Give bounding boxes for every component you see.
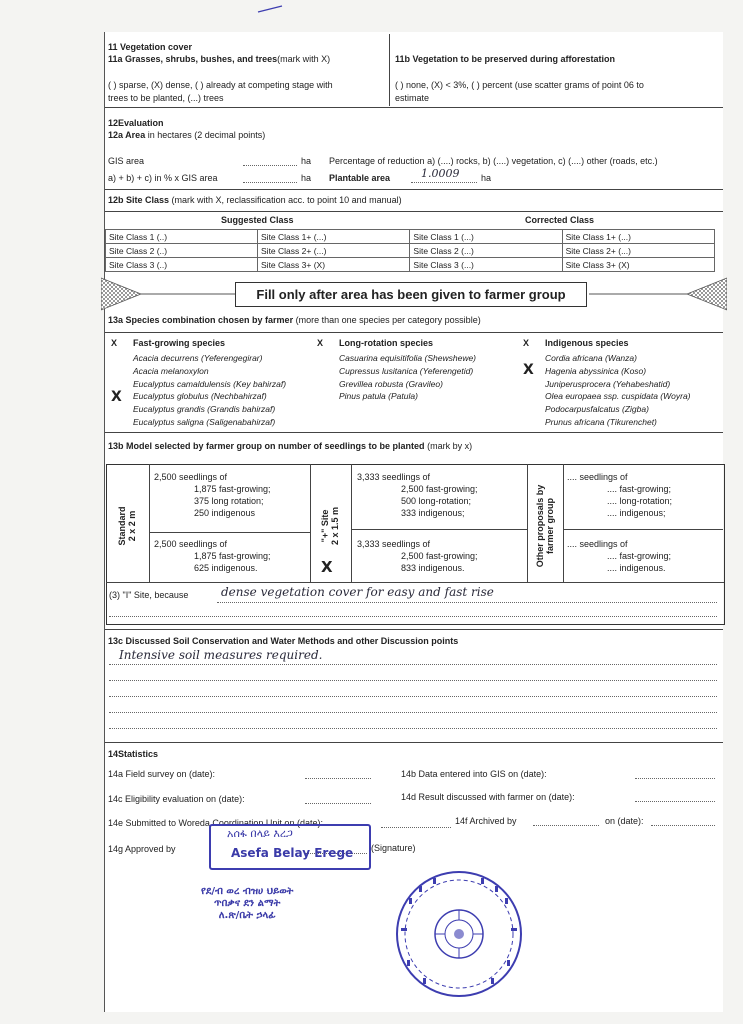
standard-bottom-option[interactable] — [154, 538, 271, 574]
model-col-line — [563, 464, 564, 582]
ha-unit-2: ha — [301, 173, 312, 183]
s14e-label: 14e Submitted to Woreda Coordination Unit on (date): — [108, 818, 323, 828]
indig-x-col: X — [523, 338, 530, 348]
site-table-top-rule — [105, 211, 723, 212]
site-cell[interactable]: Site Class 3+ (X) — [562, 258, 714, 272]
species-item[interactable]: Eucalyptus grandis (Grandis bahirzaf) — [133, 404, 276, 415]
plantable-value: 1.0009 — [421, 167, 460, 180]
notes-line[interactable] — [109, 696, 717, 697]
site-cell[interactable]: Site Class 3 (...) — [410, 258, 562, 272]
option-line: 500 long-rotation; — [401, 496, 472, 506]
s14b-label: 14b Data entered into GIS on (date): — [401, 769, 547, 779]
office-stamp — [201, 886, 293, 922]
option-line: 2,500 fast-growing; — [401, 484, 478, 494]
indig-species-list — [545, 352, 691, 429]
pen-mark-icon — [256, 4, 286, 14]
option-line: 1,875 fast-growing; — [194, 484, 271, 494]
model-col-line — [149, 464, 150, 582]
s14-title: 14Statistics — [108, 749, 159, 759]
species-item[interactable]: Grevillea robusta (Gravileo) — [339, 378, 443, 389]
approver-stamp — [209, 824, 371, 870]
species-item[interactable]: Olea europaea ssp. cuspidata (Woyra) — [545, 391, 691, 402]
s13c-handwriting: Intensive soil measures required. — [119, 648, 323, 662]
s13a-bottom-rule — [105, 432, 723, 433]
s11-bottom-rule — [105, 107, 723, 108]
s13a-heading: 13a Species combination chosen by farmer (more than one species per category possible) — [108, 315, 481, 325]
site-cell[interactable]: Site Class 2+ (...) — [258, 244, 410, 258]
s14e-field[interactable] — [381, 827, 451, 828]
species-item[interactable]: Prunus africana (Tikurenchet) — [545, 416, 657, 427]
plantable-label: Plantable area — [329, 173, 391, 183]
species-item[interactable]: Cupressus lusitanica (Yeferengetid) — [339, 365, 474, 376]
model-row-line — [106, 582, 724, 583]
site-class-table — [105, 229, 715, 272]
option-line: 2,500 fast-growing; — [401, 551, 478, 561]
site-cell[interactable]: Site Class 2 (..) — [106, 244, 258, 258]
fill-only-banner: Fill only after area has been given to farmer group — [235, 282, 587, 307]
stamp-line: ለ.ጽ/ቤት ኃላፊ — [218, 910, 276, 921]
species-item[interactable]: Juniperusprocera (Yehabeshatid) — [545, 378, 671, 389]
s14f-label: 14f Archived by — [455, 816, 517, 826]
species-item[interactable]: Podocarpusfalcatus (Zigba) — [545, 404, 649, 415]
s14c-field[interactable] — [305, 803, 371, 804]
s12a-heading: 12a Area in hectares (2 decimal points) — [108, 130, 266, 140]
species-item[interactable]: Casuarina equisitifolia (Shewshewe) — [339, 353, 477, 363]
corrected-header: Corrected Class — [525, 215, 595, 225]
s14f-field[interactable] — [533, 825, 599, 826]
site-cell[interactable]: Site Class 1+ (...) — [258, 230, 410, 244]
s14a-label: 14a Field survey on (date): — [108, 769, 216, 779]
standard-label: Standard 2 x 2 m — [117, 506, 137, 546]
s11a-options-line2: trees to be planted, (...) trees — [108, 93, 224, 103]
species-item[interactable]: Pinus patula (Patula) — [339, 391, 418, 402]
species-item[interactable]: Eucalyptus camaldulensis (Key bahirzaf) — [133, 378, 287, 389]
standard-top-option[interactable] — [154, 471, 271, 519]
s11b-options-line1: ( ) none, (X) < 3%, ( ) percent (use scatter grams of point 06 to — [395, 80, 644, 90]
fast-species-list — [133, 352, 286, 429]
option-line: .... indigenous. — [607, 563, 666, 573]
plantable-field[interactable] — [411, 182, 477, 183]
s12a-bottom-rule — [105, 189, 723, 190]
s11b-options-line2: estimate — [395, 93, 430, 103]
notes-line[interactable] — [109, 664, 717, 665]
eucalyptus-globulus-mark: X — [111, 389, 122, 405]
s14f-date-field[interactable] — [651, 825, 715, 826]
signature-label: (Signature) — [371, 843, 416, 853]
species-item[interactable]: Acacia decurrens (Yeferengegirar) — [133, 353, 263, 363]
s11-divider — [389, 34, 390, 106]
long-species-list — [339, 352, 476, 403]
s14f-date-label: on (date): — [605, 816, 644, 826]
fast-x-col: X — [111, 338, 118, 348]
stamp-line: የደ/ብ ወረ ብዝሀ ህይወት — [201, 886, 294, 897]
long-x-col: X — [317, 338, 324, 348]
s11a-options-line1: ( ) sparse, (X) dense, ( ) already at competing stage with — [108, 80, 333, 90]
abc-field[interactable] — [243, 182, 297, 183]
option-line: .... seedlings of — [567, 472, 628, 482]
plus-bottom-option[interactable] — [357, 538, 478, 574]
notes-line[interactable] — [109, 728, 717, 729]
option-line: 2,500 seedlings of — [154, 539, 228, 549]
s13c-bottom-rule — [105, 742, 723, 743]
species-item[interactable]: Eucalyptus saligna (Saligenabahirzaf) — [133, 416, 276, 427]
plus-site-mark: X — [321, 558, 333, 576]
option-line: 2,500 seedlings of — [154, 472, 228, 482]
plus-top-option[interactable] — [357, 471, 478, 519]
other-proposals-label: Other proposals by farmer group — [535, 484, 555, 568]
reason-handwriting: dense vegetation cover for easy and fast rise — [221, 585, 494, 599]
reason-field-2[interactable] — [109, 616, 717, 617]
fast-growing-header: Fast-growing species — [133, 338, 226, 348]
form-page — [104, 32, 723, 1012]
stamp-name: Asefa Belay Erege — [231, 846, 354, 860]
site-cell[interactable]: Site Class 3 (..) — [106, 258, 258, 272]
site-cell[interactable]: Site Class 1 (..) — [106, 230, 258, 244]
model-col-line — [351, 464, 352, 582]
indigenous-header: Indigenous species — [545, 338, 629, 348]
option-line: 250 indigenous — [194, 508, 256, 518]
other-top-option[interactable] — [567, 471, 672, 519]
s14d-label: 14d Result discussed with farmer on (date): — [401, 792, 575, 802]
s14b-field[interactable] — [635, 778, 715, 779]
ha-unit: ha — [301, 156, 312, 166]
s14c-label: 14c Eligibility evaluation on (date): — [108, 794, 245, 804]
reduction-label: Percentage of reduction a) (....) rocks, b) (....) vegetation, c) (....) other (roads, etc.) — [329, 156, 658, 166]
option-line: .... long-rotation; — [607, 496, 673, 506]
s12b-heading: 12b Site Class (mark with X, reclassification acc. to point 10 and manual) — [108, 195, 402, 205]
site-cell[interactable]: Site Class 2+ (...) — [562, 244, 714, 258]
notes-line[interactable] — [109, 712, 717, 713]
option-line: .... seedlings of — [567, 539, 628, 549]
site-class-row — [106, 230, 715, 244]
site-cell[interactable]: Site Class 3+ (X) — [258, 258, 410, 272]
ha-unit-3: ha — [481, 173, 492, 183]
long-rotation-header: Long-rotation species — [339, 338, 434, 348]
abc-label: a) + b) + c) in % x GIS area — [108, 173, 218, 183]
option-line: .... fast-growing; — [607, 484, 672, 494]
site-class-row — [106, 244, 715, 258]
species-item[interactable]: Hagenia abyssinica (Koso) — [545, 365, 647, 376]
reason-field[interactable] — [217, 602, 717, 603]
option-line: .... fast-growing; — [607, 551, 672, 561]
s13b-heading: 13b Model selected by farmer group on number of seedlings to be planted (mark by x) — [108, 441, 473, 451]
option-line: 3,333 seedlings of — [357, 539, 431, 549]
reason-label: (3) "I" Site, because — [109, 590, 189, 600]
model-row-line — [149, 532, 310, 533]
s14d-field[interactable] — [635, 801, 715, 802]
model-row-line — [563, 529, 723, 530]
site-cell[interactable]: Site Class 2 (...) — [410, 244, 562, 258]
s13c-top-rule — [105, 629, 723, 630]
site-cell[interactable]: Site Class 1+ (...) — [562, 230, 714, 244]
option-line: 625 indigenous. — [194, 563, 258, 573]
s14a-field[interactable] — [305, 778, 371, 779]
notes-line[interactable] — [109, 680, 717, 681]
species-item[interactable]: Cordia africana (Wanza) — [545, 353, 637, 363]
s11a-heading: 11a Grasses, shrubs, bushes, and trees(mark with X) — [108, 54, 331, 64]
gis-area-label: GIS area — [108, 156, 145, 166]
s11b-heading: 11b Vegetation to be preserved during afforestation — [395, 54, 616, 64]
round-seal-icon — [389, 868, 529, 1000]
model-col-line — [310, 464, 311, 582]
option-line: 1,875 fast-growing; — [194, 551, 271, 561]
hagenia-mark: X — [523, 362, 534, 378]
option-line: .... indigenous; — [607, 508, 666, 518]
site-class-row — [106, 258, 715, 272]
gis-area-field[interactable] — [243, 165, 297, 166]
model-col-line — [527, 464, 528, 582]
species-item[interactable]: Acacia melanoxylon — [133, 365, 209, 376]
s12-title: 12Evaluation — [108, 118, 164, 128]
s13a-rule — [105, 332, 723, 333]
model-row-line — [351, 529, 527, 530]
other-bottom-option[interactable] — [567, 538, 671, 574]
site-cell[interactable]: Site Class 1 (...) — [410, 230, 562, 244]
option-line: 833 indigenous. — [401, 563, 465, 573]
stamp-amharic-name: አሰፋ በላይ እረጋ — [227, 827, 293, 840]
plus-site-label: "+" Site 2 x 1.5 m — [320, 506, 340, 546]
species-item[interactable]: Eucalyptus globulus (Nechbahirzaf) — [133, 391, 267, 402]
suggested-header: Suggested Class — [221, 215, 294, 225]
option-line: 333 indigenous; — [401, 508, 465, 518]
option-line: 375 long rotation; — [194, 496, 264, 506]
s13c-heading: 13c Discussed Soil Conservation and Water Methods and other Discussion points — [108, 636, 459, 646]
s11-title: 11 Vegetation cover — [108, 42, 193, 52]
option-line: 3,333 seedlings of — [357, 472, 431, 482]
stamp-line: ጥበቃና ደን ልማት — [214, 898, 281, 909]
s14g-label: 14g Approved by — [108, 844, 176, 854]
